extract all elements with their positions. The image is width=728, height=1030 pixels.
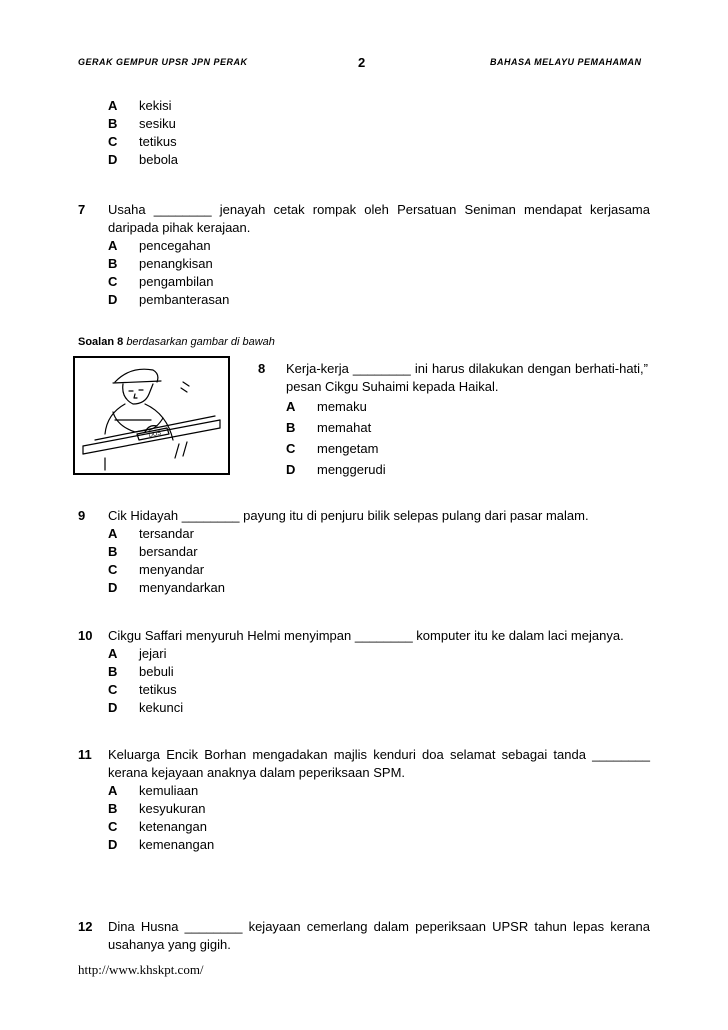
option-letter: D xyxy=(108,837,118,852)
option-c xyxy=(108,681,650,699)
question-number: 9 xyxy=(78,508,86,523)
option-letter: D xyxy=(286,462,296,477)
option-text: kemenangan xyxy=(139,837,215,852)
option-letter: D xyxy=(108,700,118,715)
option-c xyxy=(108,818,650,836)
question-11 xyxy=(78,746,650,854)
option-text: kesyukuran xyxy=(139,801,206,816)
options-list xyxy=(286,396,648,480)
question-text: Keluarga Encik Borhan mengadakan majlis kenduri doa selamat sebagai tanda ________ kerana kejayaan anaknya dalam peperiksaan SPM. xyxy=(108,747,650,780)
options-list xyxy=(108,525,650,597)
option-letter: C xyxy=(286,441,296,456)
option-a xyxy=(286,396,648,417)
option-text: memahat xyxy=(317,420,372,435)
option-text: mengetam xyxy=(317,441,379,456)
option-b xyxy=(108,255,650,273)
option-letter: C xyxy=(108,274,118,289)
question-12 xyxy=(78,918,650,954)
header-right: BAHASA MELAYU PEMAHAMAN xyxy=(490,57,642,67)
option-text: kemuliaan xyxy=(139,783,199,798)
question-9 xyxy=(78,507,650,597)
option-letter: B xyxy=(108,664,118,679)
option-text: ketenangan xyxy=(139,819,207,834)
option-letter: A xyxy=(108,98,118,113)
option-letter: C xyxy=(108,134,118,149)
question-6-options xyxy=(78,97,650,169)
option-text: bebola xyxy=(139,152,179,167)
option-letter: C xyxy=(108,562,118,577)
option-c xyxy=(108,561,650,579)
option-text: kekunci xyxy=(139,700,184,715)
question-text: Cik Hidayah ________ payung itu di penjuru bilik selepas pulang dari pasar malam. xyxy=(108,508,589,523)
question-number: 7 xyxy=(78,202,86,217)
option-letter: B xyxy=(108,801,118,816)
question-text: Usaha ________ jenayah cetak rompak oleh Persatuan Seniman mendapat kerjasama daripada pihak kerajaan. xyxy=(108,202,650,235)
options-list xyxy=(108,97,650,169)
option-text: memaku xyxy=(317,399,367,414)
question-text: Kerja-kerja ________ ini harus dilakukan dengan berhati-hati,” pesan Cikgu Suhaimi kepada Haikal. xyxy=(286,361,648,394)
option-letter: C xyxy=(108,682,118,697)
option-letter: B xyxy=(108,256,118,271)
option-letter: B xyxy=(286,420,296,435)
option-letter: D xyxy=(108,580,118,595)
option-text: sesiku xyxy=(139,116,176,131)
question-7 xyxy=(78,201,650,309)
option-b xyxy=(108,800,650,818)
options-list xyxy=(108,645,650,717)
question-number: 11 xyxy=(78,747,92,762)
section-instruction-italic: berdasarkan gambar di bawah xyxy=(126,336,275,348)
question-number: 12 xyxy=(78,919,93,934)
question-number: 8 xyxy=(258,361,266,376)
option-a xyxy=(108,525,650,543)
carpenter-planing-drawing xyxy=(75,358,228,473)
option-text: kekisi xyxy=(139,98,172,113)
question-number: 10 xyxy=(78,628,93,643)
option-d xyxy=(108,291,650,309)
option-c xyxy=(108,273,650,291)
option-d xyxy=(108,836,650,854)
option-letter: B xyxy=(108,544,118,559)
footer-url: http://www.khskpt.com/ xyxy=(78,962,204,977)
option-text: pengambilan xyxy=(139,274,214,289)
question-10 xyxy=(78,627,650,717)
option-b xyxy=(108,663,650,681)
option-d xyxy=(108,579,650,597)
option-a xyxy=(108,782,650,800)
option-text: jejari xyxy=(139,646,167,661)
question-text: Cikgu Saffari menyuruh Helmi menyimpan ________ komputer itu ke dalam laci mejanya. xyxy=(108,628,624,643)
option-letter: B xyxy=(108,116,118,131)
option-b xyxy=(108,115,650,133)
option-text: pembanterasan xyxy=(139,292,230,307)
option-letter: A xyxy=(108,646,118,661)
option-letter: A xyxy=(108,783,118,798)
option-a xyxy=(108,645,650,663)
page-number: 2 xyxy=(358,55,366,70)
option-text: menyandar xyxy=(139,562,205,577)
section-instruction-bold: Soalan 8 xyxy=(78,336,124,348)
option-text: pencegahan xyxy=(139,238,211,253)
question-text: Dina Husna ________ kejayaan cemerlang dalam peperiksaan UPSR tahun lepas kerana usahanya yang gigih. xyxy=(108,919,650,952)
option-text: tetikus xyxy=(139,682,177,697)
plane-label: DUS xyxy=(148,430,162,439)
option-text: penangkisan xyxy=(139,256,213,271)
options-list xyxy=(108,782,650,854)
woodwork-illustration xyxy=(73,356,230,475)
option-letter: D xyxy=(108,152,118,167)
option-letter: D xyxy=(108,292,118,307)
option-b xyxy=(286,417,648,438)
option-d xyxy=(286,459,648,480)
option-c xyxy=(108,133,650,151)
header-left: GERAK GEMPUR UPSR JPN PERAK xyxy=(78,57,248,67)
option-letter: A xyxy=(108,238,118,253)
option-text: tersandar xyxy=(139,526,194,541)
option-letter: A xyxy=(286,399,296,414)
options-list xyxy=(108,237,650,309)
option-b xyxy=(108,543,650,561)
option-text: bebuli xyxy=(139,664,174,679)
section-instruction xyxy=(78,336,275,348)
option-c xyxy=(286,438,648,459)
question-8 xyxy=(258,360,648,480)
option-d xyxy=(108,151,650,169)
option-a xyxy=(108,237,650,255)
option-text: menggerudi xyxy=(317,462,386,477)
option-letter: A xyxy=(108,526,118,541)
option-d xyxy=(108,699,650,717)
option-text: bersandar xyxy=(139,544,198,559)
option-a xyxy=(108,97,650,115)
option-text: tetikus xyxy=(139,134,177,149)
option-text: menyandarkan xyxy=(139,580,225,595)
option-letter: C xyxy=(108,819,118,834)
